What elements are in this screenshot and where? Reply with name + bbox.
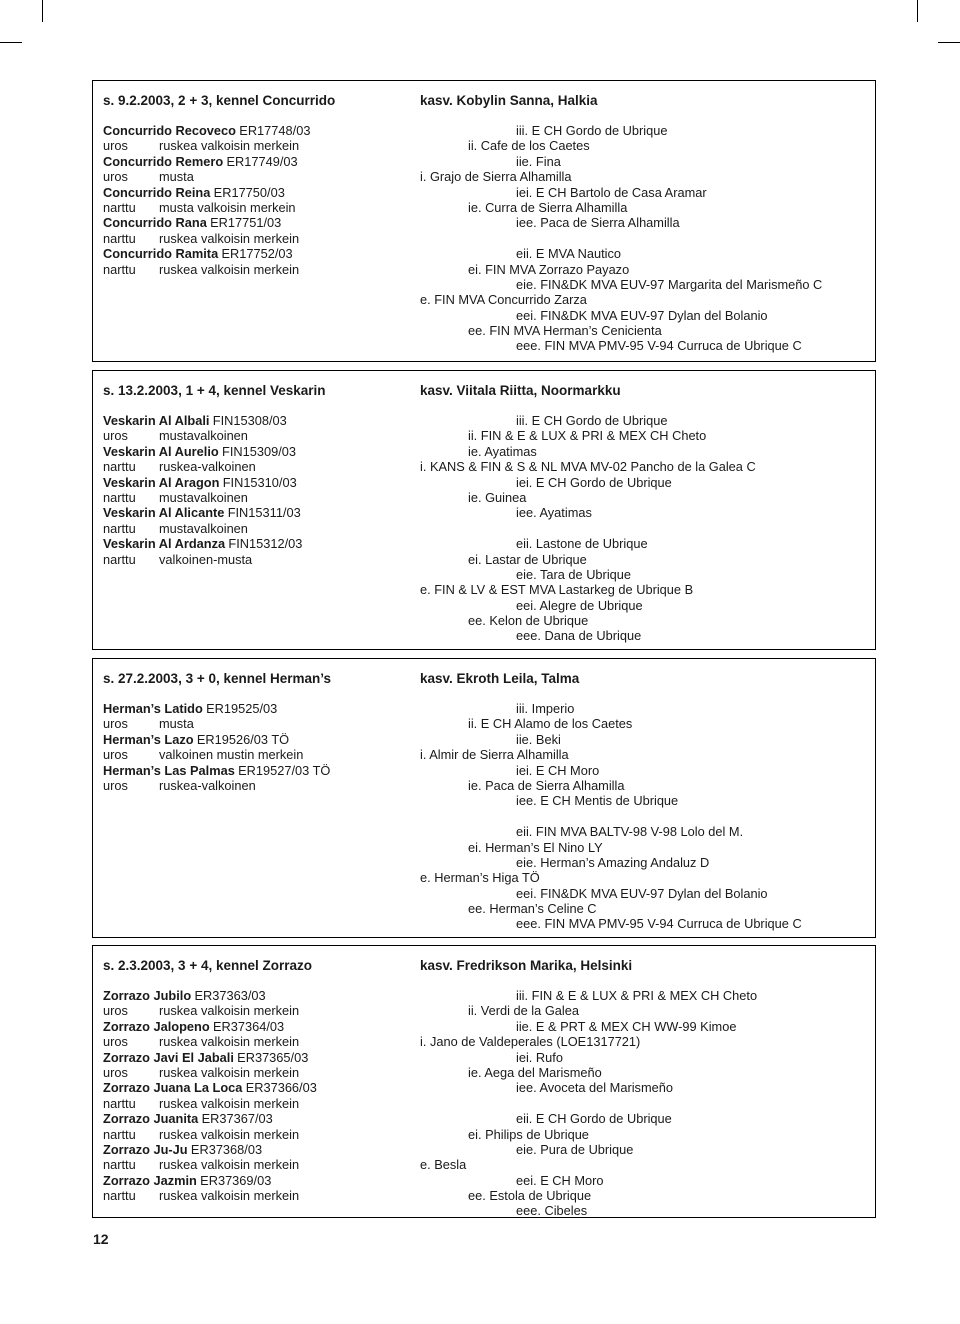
pup-details (103, 1096, 317, 1111)
pedigree-ancestor: i. Jano de Valdeperales (LOE1317721) (420, 1034, 641, 1050)
pedigree-list (420, 701, 802, 932)
pup-color: ruskea valkoisin merkein (159, 138, 300, 154)
pedigree-ancestor: e. FIN & LV & EST MVA Lastarkeg de Ubrique B (420, 582, 694, 598)
pup-entry (103, 123, 310, 138)
pup-sex: uros (103, 1003, 128, 1019)
pup-color: ruskea valkoisin merkein (159, 1095, 300, 1111)
pup-entry (103, 1050, 317, 1065)
litter-header: s. 27.2.2003, 3 + 0, kennel Herman’s (103, 671, 332, 686)
pedigree-ancestor: ee. Estola de Ubrique (468, 1188, 592, 1204)
pup-details (103, 1065, 317, 1080)
pup-color: musta (159, 716, 194, 732)
litter-header: s. 13.2.2003, 1 + 4, kennel Veskarin (103, 383, 326, 398)
litter-header: s. 9.2.2003, 2 + 3, kennel Concurrido (103, 93, 336, 108)
pup-name: Veskarin Al Aurelio (103, 443, 219, 459)
pup-color: ruskea valkoisin merkein (159, 1003, 300, 1019)
pup-color: ruskea valkoisin merkein (159, 1064, 300, 1080)
pup-color: ruskea valkoisin merkein (159, 1034, 300, 1050)
pedigree-ancestor: ie. Guinea (468, 489, 527, 505)
pup-entry (103, 1019, 317, 1034)
pup-color: valkoinen-musta (159, 551, 253, 567)
pedigree-ancestor: ii. Verdi de la Galea (468, 1003, 579, 1019)
pedigree-ancestor: ei. Philips de Ubrique (468, 1126, 589, 1142)
pup-color: ruskea valkoisin merkein (159, 1157, 300, 1173)
pup-color: mustavalkoinen (159, 489, 248, 505)
pup-details (103, 138, 310, 153)
pedigree-gap (420, 231, 822, 246)
pup-entry (103, 444, 302, 459)
pup-sex: uros (103, 1034, 128, 1050)
pup-sex: uros (103, 169, 128, 185)
pup-name: Concurrido Recoveco (103, 123, 236, 138)
pup-entry (103, 246, 310, 261)
pup-registration: ER37363/03 (194, 988, 266, 1003)
pup-entry (103, 701, 330, 716)
pup-details (103, 778, 330, 793)
pedigree-ancestor: iee. Avoceta del Marismeño (516, 1080, 673, 1096)
pup-list (103, 988, 317, 1203)
pup-color: valkoinen mustin merkein (159, 747, 304, 763)
breeder-header: kasv. Viitala Riitta, Noormarkku (420, 383, 621, 398)
pup-registration: ER17752/03 (221, 246, 293, 262)
pedigree-ancestor: e. Besla (420, 1157, 467, 1173)
pup-sex: narttu (103, 520, 136, 536)
pup-details (103, 169, 310, 184)
pedigree-list (420, 123, 822, 354)
pup-name: Concurrido Reina (103, 184, 211, 200)
pup-color: ruskea valkoisin merkein (159, 230, 300, 246)
pedigree-ancestor: ii. Cafe de los Caetes (468, 138, 590, 154)
pup-details (103, 200, 310, 215)
pup-name: Zorrazo Juana La Loca (103, 1080, 243, 1096)
pup-registration: ER37366/03 (245, 1080, 317, 1096)
pedigree-ancestor: e. Herman’s Higa TÖ (420, 870, 540, 886)
pup-details (103, 1003, 317, 1018)
pup-sex: uros (103, 1064, 128, 1080)
pedigree-ancestor: ii. FIN & E & LUX & PRI & MEX CH Cheto (468, 428, 707, 444)
pedigree-ancestor: iie. Fina (516, 153, 561, 169)
pup-entry (103, 154, 310, 169)
pup-registration: FIN15312/03 (228, 536, 303, 552)
pup-registration: ER17751/03 (210, 215, 282, 231)
pup-registration: FIN15309/03 (222, 443, 296, 459)
pedigree-ancestor: i. Almir de Sierra Alhamilla (420, 747, 569, 763)
pup-sex: uros (103, 716, 128, 732)
pedigree-ancestor: eei. E CH Moro (516, 1172, 604, 1188)
pup-name: Zorrazo Jubilo (103, 988, 192, 1003)
pup-details (103, 428, 302, 443)
pedigree-ancestor: i. KANS & FIN & S & NL MVA MV-02 Pancho de la Galea C (420, 459, 756, 475)
pup-list (103, 413, 302, 567)
pup-entry (103, 763, 330, 778)
pedigree-gap (420, 521, 756, 536)
pup-details (103, 1034, 317, 1049)
page-number: 12 (93, 1231, 109, 1247)
pup-color: ruskea-valkoinen (159, 777, 256, 793)
pup-name: Zorrazo Jazmin (103, 1172, 197, 1188)
pedigree-ancestor: eii. Lastone de Ubrique (516, 536, 648, 552)
pup-sex: narttu (103, 1157, 136, 1173)
pedigree-ancestor: ei. FIN MVA Zorrazo Payazo (468, 261, 630, 277)
pup-entry (103, 185, 310, 200)
pup-registration: ER17748/03 (239, 123, 311, 138)
litter-header: s. 2.3.2003, 3 + 4, kennel Zorrazo (103, 958, 312, 973)
pedigree-ancestor: eee. FIN MVA PMV-95 V-94 Curruca de Ubrique C (516, 916, 802, 932)
pedigree-ancestor: ii. E CH Alamo de los Caetes (468, 716, 633, 732)
pup-registration: ER17749/03 (226, 153, 298, 169)
pup-entry (103, 536, 302, 551)
pup-entry (103, 1080, 317, 1095)
pedigree-ancestor: iei. E CH Bartolo de Casa Aramar (516, 184, 707, 200)
pup-details (103, 1188, 317, 1203)
pedigree-ancestor: iii. E CH Gordo de Ubrique (516, 413, 668, 428)
pedigree-ancestor: ie. Ayatimas (468, 443, 537, 459)
pup-sex: narttu (103, 230, 136, 246)
pedigree-ancestor: eie. FIN&DK MVA EUV-97 Margarita del Marismeño C (516, 276, 823, 292)
pup-registration: ER37369/03 (200, 1172, 272, 1188)
pedigree-ancestor: ei. Lastar de Ubrique (468, 551, 587, 567)
pup-registration: ER17750/03 (213, 184, 285, 200)
pup-entry (103, 732, 330, 747)
pup-sex: uros (103, 138, 128, 154)
breeder-header: kasv. Fredrikson Marika, Helsinki (420, 958, 633, 973)
pedigree-ancestor: eei. FIN&DK MVA EUV-97 Dylan del Bolanio (516, 307, 768, 323)
pup-sex: narttu (103, 489, 136, 505)
pup-name: Veskarin Al Ardanza (103, 536, 226, 552)
pedigree-ancestor: ei. Herman’s El Nino LY (468, 839, 603, 855)
pup-name: Concurrido Rana (103, 215, 207, 231)
pedigree-ancestor: eei. Alegre de Ubrique (516, 597, 643, 613)
pedigree-ancestor: ie. Aega del Marismeño (468, 1064, 602, 1080)
pup-color: mustavalkoinen (159, 520, 248, 536)
pedigree-ancestor: eie. Tara de Ubrique (516, 566, 632, 582)
pup-entry (103, 413, 302, 428)
pup-entry (103, 1111, 317, 1126)
pup-color: ruskea valkoisin merkein (159, 1126, 300, 1142)
pup-color: ruskea valkoisin merkein (159, 261, 300, 277)
pedigree-ancestor: iii. FIN & E & LUX & PRI & MEX CH Cheto (516, 988, 758, 1003)
pup-name: Herman’s Lazo (103, 731, 194, 747)
pup-color: musta valkoisin merkein (159, 199, 296, 215)
pup-details (103, 1157, 317, 1172)
pup-sex: narttu (103, 1188, 136, 1204)
breeder-header: kasv. Kobylin Sanna, Halkia (420, 93, 598, 108)
crop-mark (0, 42, 22, 43)
pup-entry (103, 475, 302, 490)
pedigree-ancestor: eie. Herman’s Amazing Andaluz D (516, 854, 710, 870)
pup-list (103, 123, 310, 277)
pup-name: Veskarin Al Aragon (103, 474, 220, 490)
pup-details (103, 490, 302, 505)
pup-details (103, 552, 302, 567)
crop-mark (917, 0, 918, 22)
pup-name: Herman’s Latido (103, 701, 203, 716)
pup-details (103, 716, 330, 731)
pup-color: ruskea-valkoinen (159, 459, 256, 475)
pup-sex: narttu (103, 1095, 136, 1111)
pup-registration: ER19526/03 TÖ (196, 731, 290, 747)
pup-details (103, 459, 302, 474)
pup-name: Zorrazo Javi El Jabali (103, 1049, 234, 1065)
pedigree-ancestor: iee. Paca de Sierra Alhamilla (516, 215, 680, 231)
pedigree-gap (420, 1096, 757, 1111)
pedigree-ancestor: i. Grajo de Sierra Alhamilla (420, 169, 572, 185)
pup-registration: ER37364/03 (212, 1018, 285, 1034)
pup-details (103, 262, 310, 277)
pup-registration: ER37367/03 (201, 1111, 273, 1127)
pedigree-ancestor: iie. Beki (516, 731, 561, 747)
pedigree-ancestor: iie. E & PRT & MEX CH WW-99 Kimoe (516, 1018, 737, 1034)
pup-entry (103, 1142, 317, 1157)
pup-color: mustavalkoinen (159, 428, 248, 444)
pup-entry (103, 1173, 317, 1188)
pup-registration: FIN15310/03 (222, 474, 297, 490)
pedigree-ancestor: ie. Paca de Sierra Alhamilla (468, 777, 625, 793)
pup-color: musta (159, 169, 194, 185)
pup-list (103, 701, 330, 793)
pedigree-ancestor: iei. E CH Gordo de Ubrique (516, 474, 672, 490)
pup-registration: ER37368/03 (190, 1141, 263, 1157)
pup-details (103, 231, 310, 246)
pup-entry (103, 505, 302, 520)
pup-sex: uros (103, 747, 128, 763)
breeder-header: kasv. Ekroth Leila, Talma (420, 671, 580, 686)
pedigree-ancestor: iei. Rufo (516, 1049, 563, 1065)
pup-sex: narttu (103, 1126, 136, 1142)
pup-sex: uros (103, 777, 128, 793)
pedigree-ancestor: eii. FIN MVA BALTV-98 V-98 Lolo del M. (516, 824, 744, 840)
pup-name: Herman’s Las Palmas (103, 762, 235, 778)
pedigree-ancestor: iei. E CH Moro (516, 762, 600, 778)
pup-name: Veskarin Al Alicante (103, 505, 225, 521)
pup-sex: narttu (103, 261, 136, 277)
pup-sex: uros (103, 428, 128, 444)
pup-name: Zorrazo Juanita (103, 1111, 199, 1127)
pedigree-ancestor: ee. FIN MVA Herman’s Cenicienta (468, 323, 662, 339)
pedigree-ancestor: eii. E CH Gordo de Ubrique (516, 1111, 672, 1127)
pup-color: ruskea valkoisin merkein (159, 1188, 300, 1204)
pup-entry (103, 215, 310, 230)
pedigree-ancestor: eei. FIN&DK MVA EUV-97 Dylan del Bolanio (516, 885, 768, 901)
pup-details (103, 1127, 317, 1142)
pedigree-ancestor: iee. Ayatimas (516, 505, 592, 521)
pup-registration: FIN15311/03 (227, 505, 301, 521)
pup-registration: ER19525/03 (206, 701, 278, 716)
pedigree-ancestor: eii. E MVA Nautico (516, 246, 622, 262)
pedigree-ancestor: iii. Imperio (516, 701, 575, 716)
pedigree-ancestor: ee. Kelon de Ubrique (468, 613, 589, 629)
pedigree-ancestor: e. FIN MVA Concurrido Zarza (420, 292, 587, 308)
pup-details (103, 747, 330, 762)
crop-mark (938, 42, 960, 43)
pup-details (103, 521, 302, 536)
pedigree-ancestor: ee. Herman’s Celine C (468, 901, 597, 917)
pedigree-gap (420, 809, 802, 824)
pedigree-list (420, 988, 757, 1219)
pedigree-ancestor: eee. Dana de Ubrique (516, 628, 642, 644)
pup-name: Veskarin Al Albali (103, 413, 210, 428)
pup-name: Concurrido Ramita (103, 246, 219, 262)
pedigree-ancestor: iee. E CH Mentis de Ubrique (516, 793, 679, 809)
pup-registration: FIN15308/03 (212, 413, 287, 428)
pup-name: Zorrazo Ju-Ju (103, 1141, 188, 1157)
pedigree-ancestor: eee. Cibeles (516, 1203, 588, 1219)
pup-registration: ER37365/03 (237, 1049, 309, 1065)
pup-sex: narttu (103, 199, 136, 215)
pedigree-list (420, 413, 756, 644)
pedigree-ancestor: ie. Curra de Sierra Alhamilla (468, 199, 628, 215)
pup-entry (103, 988, 317, 1003)
pup-sex: narttu (103, 459, 136, 475)
pup-registration: ER19527/03 TÖ (238, 762, 331, 778)
pedigree-ancestor: eie. Pura de Ubrique (516, 1141, 634, 1157)
pedigree-ancestor: iii. E CH Gordo de Ubrique (516, 123, 668, 138)
crop-mark (42, 0, 43, 22)
pup-name: Concurrido Remero (103, 153, 224, 169)
pup-sex: narttu (103, 551, 136, 567)
pedigree-ancestor: eee. FIN MVA PMV-95 V-94 Curruca de Ubrique C (516, 338, 802, 354)
pup-name: Zorrazo Jalopeno (103, 1018, 210, 1034)
